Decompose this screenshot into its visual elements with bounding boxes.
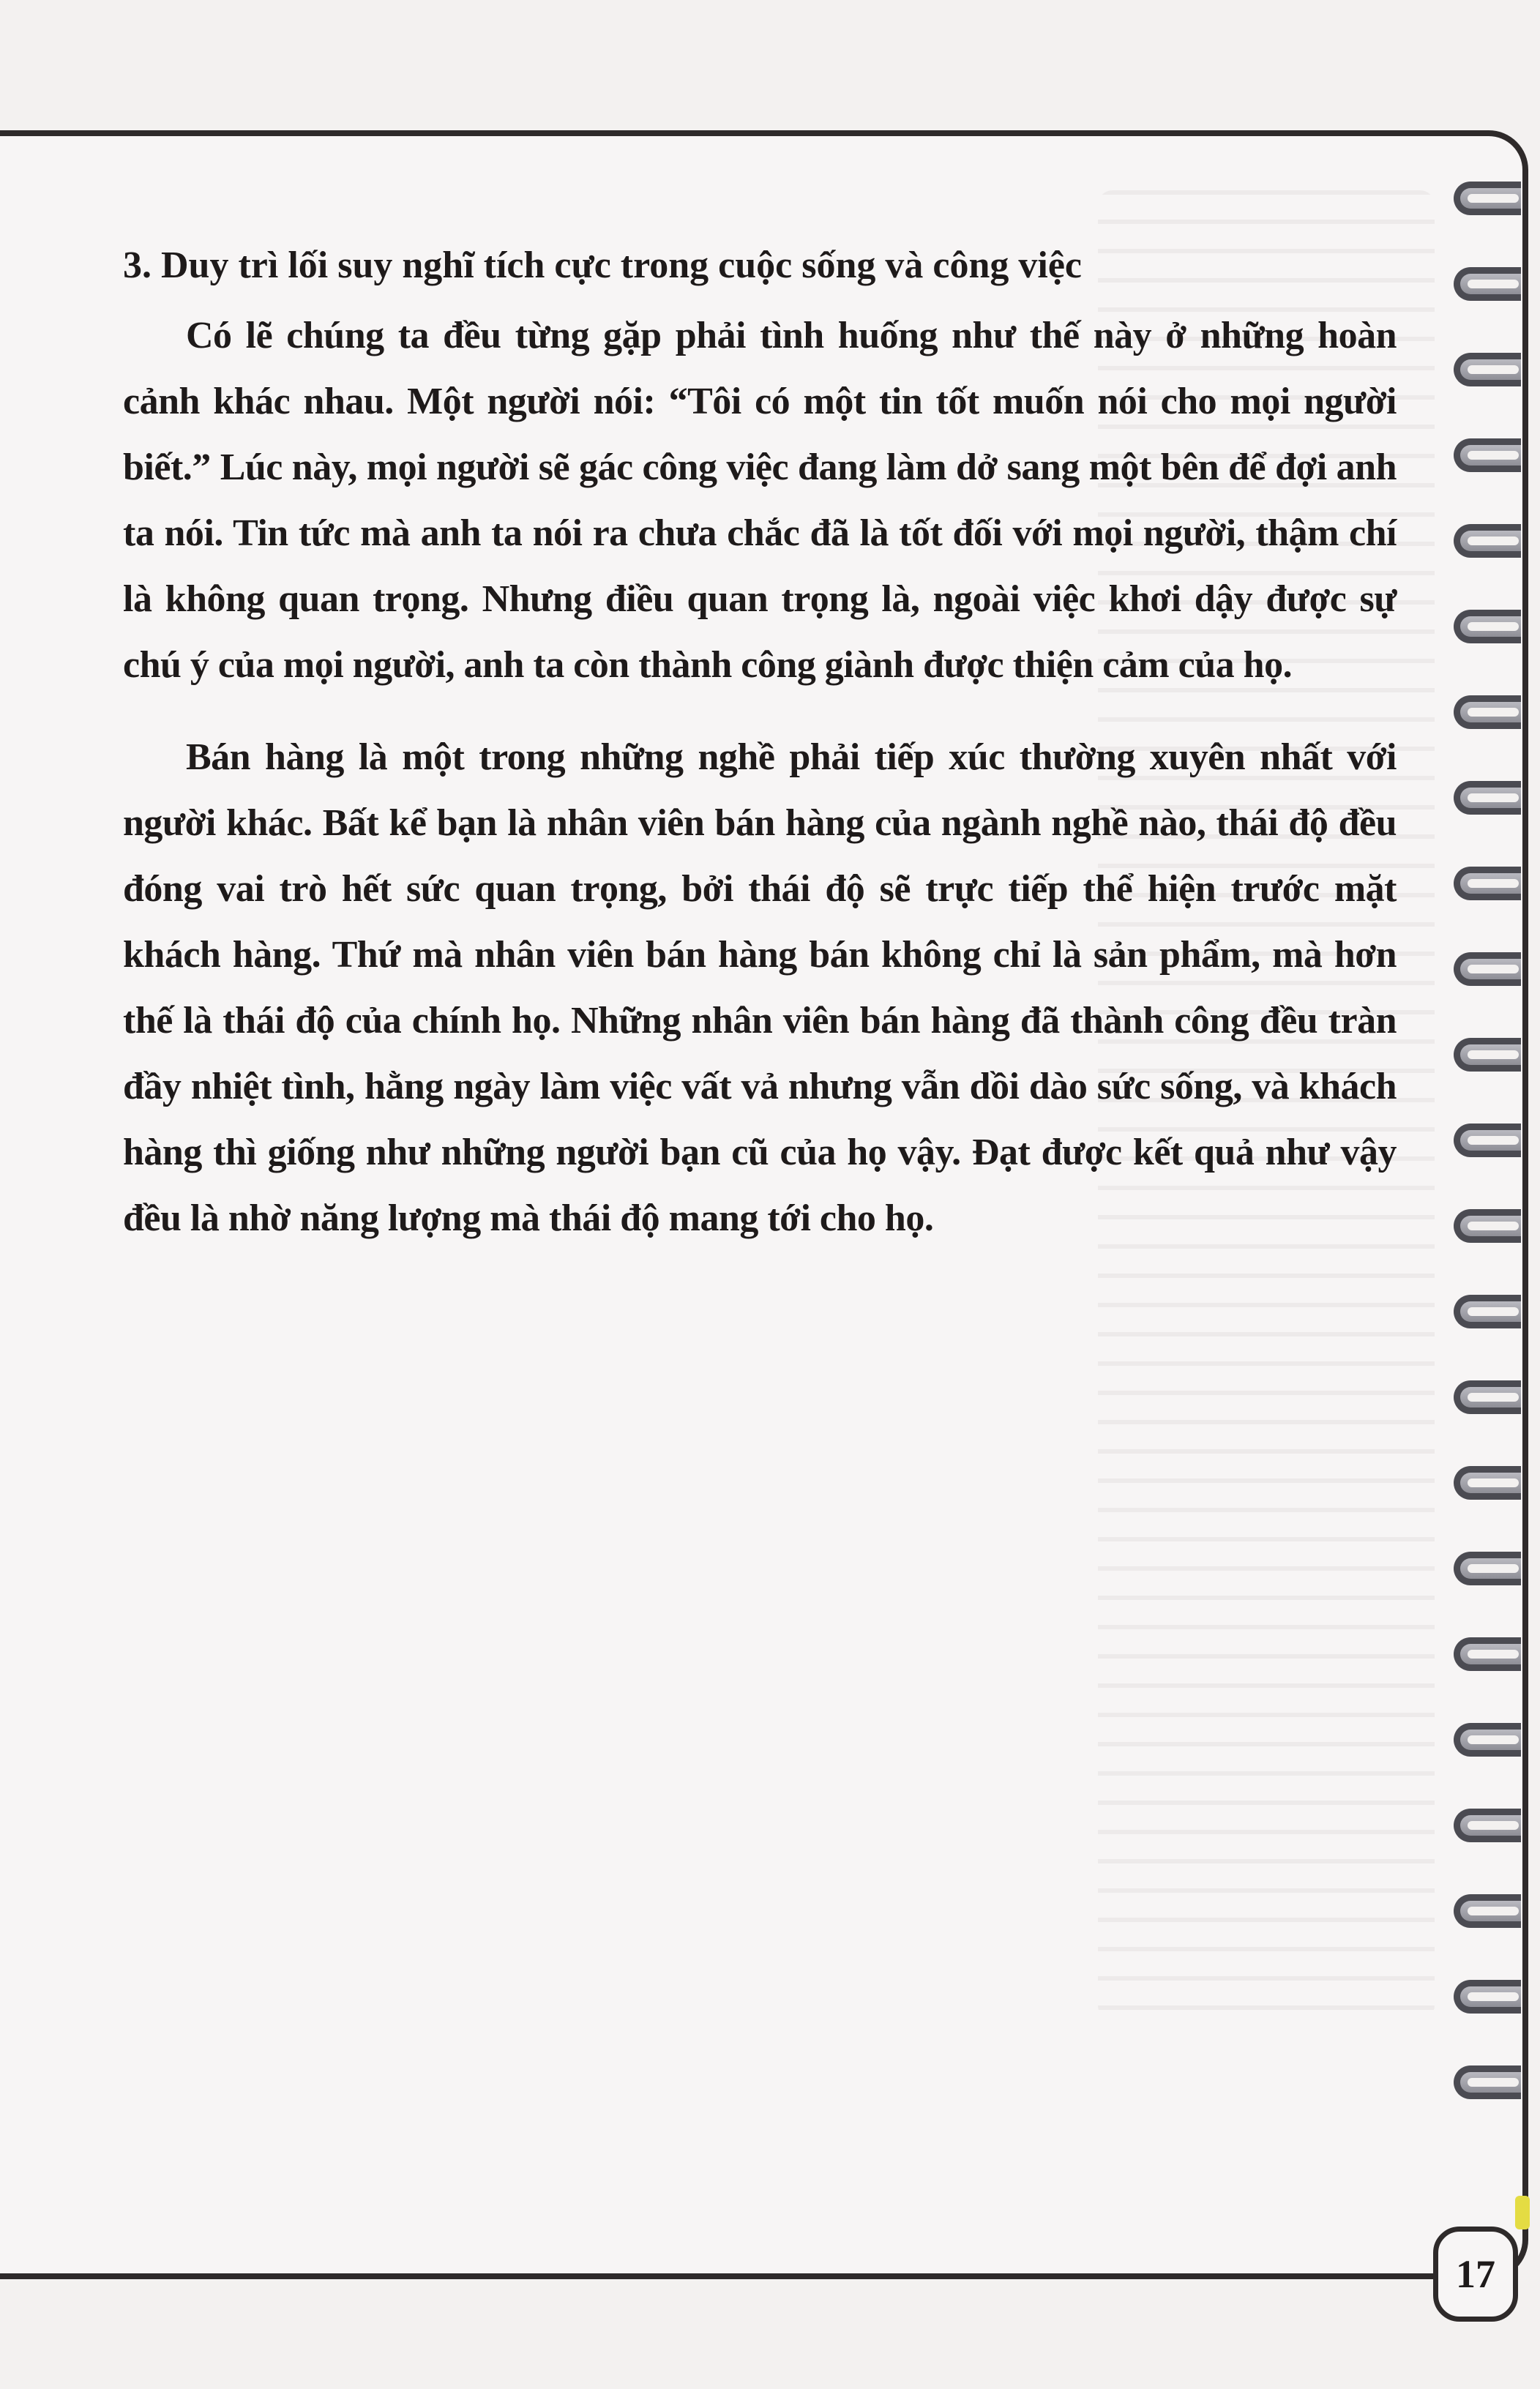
binding-ring xyxy=(1454,1980,1521,2014)
binding-ring xyxy=(1454,1209,1521,1243)
spiral-binding xyxy=(1454,182,1534,2187)
tab-accent xyxy=(1515,2196,1530,2229)
binding-ring xyxy=(1454,182,1521,215)
binding-ring xyxy=(1454,867,1521,900)
binding-ring xyxy=(1454,610,1521,643)
binding-ring xyxy=(1454,952,1521,986)
binding-ring xyxy=(1454,1380,1521,1414)
binding-ring xyxy=(1454,1894,1521,1928)
binding-ring xyxy=(1454,267,1521,301)
binding-ring xyxy=(1454,695,1521,729)
binding-ring xyxy=(1454,1637,1521,1671)
section-heading: 3. Duy trì lối suy nghĩ tích cực trong cuộc sống và công việc xyxy=(123,244,1083,286)
paragraph-1: Có lẽ chúng ta đều từng gặp phải tình huống như thế này ở những hoàn cảnh khác nhau. Một người nói: “Tôi có một tin tốt muốn nói cho mọi người biết.” Lúc này, mọi người sẽ gác công việc đang làm dở sang một bên để đợi anh ta nói. Tin tức mà anh ta nói ra chưa chắc đã là tốt đối với mọi người, thậm chí là không quan trọng. Nhưng điều quan trọng là, ngoài việc khơi dậy được sự chú ý của mọi người, anh ta còn thành công giành được thiện cảm của họ. xyxy=(123,315,1397,686)
binding-ring xyxy=(1454,524,1521,558)
binding-ring xyxy=(1454,1723,1521,1757)
page-content xyxy=(123,233,1397,1278)
binding-ring xyxy=(1454,353,1521,386)
paragraph-2: Bán hàng là một trong những nghề phải tiếp xúc thường xuyên nhất với người khác. Bất kể bạn là nhân viên bán hàng của ngành nghề nào, thái độ đều đóng vai trò hết sức quan trọng, bởi thái độ sẽ trực tiếp thể hiện trước mặt khách hàng. Thứ mà nhân viên bán hàng bán không chỉ là sản phẩm, mà hơn thế là thái độ của chính họ. Những nhân viên bán hàng đã thành công đều tràn đầy nhiệt tình, hằng ngày làm việc vất vả nhưng vẫn dồi dào sức sống, và khách hàng thì giống như những người bạn cũ của họ vậy. Đạt được kết quả như vậy đều là nhờ năng lượng mà thái độ mang tới cho họ. xyxy=(123,736,1397,1239)
page-number-tab xyxy=(1433,2227,1518,2322)
binding-ring xyxy=(1454,1295,1521,1328)
binding-ring xyxy=(1454,1809,1521,1842)
binding-ring xyxy=(1454,2065,1521,2099)
binding-ring xyxy=(1454,1466,1521,1500)
page-number: 17 xyxy=(1456,2252,1495,2296)
binding-ring xyxy=(1454,1124,1521,1157)
binding-ring xyxy=(1454,781,1521,815)
binding-ring xyxy=(1454,438,1521,472)
binding-ring xyxy=(1454,1038,1521,1072)
binding-ring xyxy=(1454,1552,1521,1585)
